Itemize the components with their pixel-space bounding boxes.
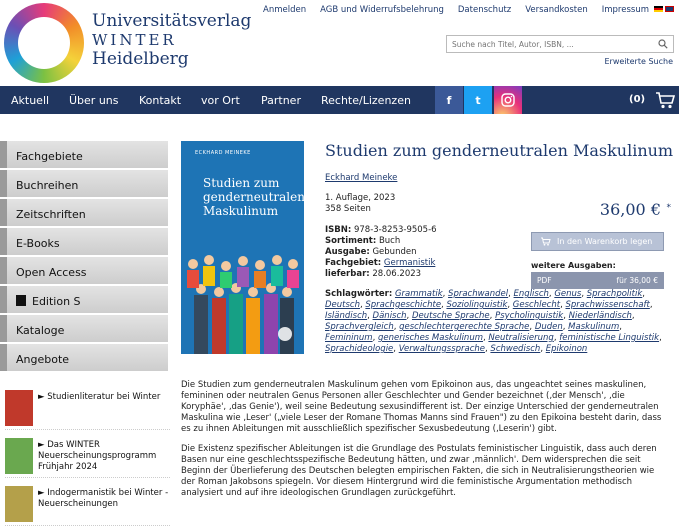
sidebar-item-buchreihen[interactable] — [0, 170, 168, 197]
keyword-link[interactable]: Deutsche Sprache — [411, 311, 490, 321]
add-to-cart-button[interactable] — [531, 232, 664, 251]
search-icon[interactable] — [658, 39, 668, 49]
instagram-icon[interactable] — [494, 86, 522, 114]
language-switch — [654, 6, 674, 12]
keyword-link[interactable]: Niederländisch — [568, 311, 632, 321]
sortiment-value: Buch — [378, 236, 401, 246]
keyword-link[interactable]: Sprachwandel — [448, 289, 509, 299]
terms-link[interactable]: AGB und Widerrufsbelehrung — [320, 5, 444, 15]
sidebar-item-label: Zeitschriften — [16, 208, 86, 221]
shipping-link[interactable]: Versandkosten — [525, 5, 588, 15]
promo-thumbnail[interactable] — [5, 486, 33, 522]
top-navigation — [263, 5, 649, 15]
keywords — [325, 289, 670, 355]
advanced-search-link[interactable]: Erweiterte Suche — [604, 57, 673, 66]
keyword-link[interactable]: Sprachwissenschaft — [565, 300, 650, 310]
nav-aktuell[interactable]: Aktuell — [11, 94, 50, 107]
keyword-link[interactable]: Sprachvergleich — [325, 322, 394, 332]
more-editions-label: weitere Ausgaben: — [531, 261, 616, 270]
keyword-link[interactable]: Maskulinum — [568, 322, 620, 332]
sidebar-item-label: Open Access — [16, 266, 87, 279]
logo-wordmark[interactable] — [92, 12, 251, 69]
fachgebiet-link[interactable]: Germanistik — [383, 258, 436, 268]
promo-indogermanistik[interactable] — [5, 482, 170, 526]
lieferbar-label: lieferbar: — [325, 269, 370, 279]
cart-count[interactable]: (0) — [629, 94, 646, 105]
pdf-edition-button[interactable] — [531, 272, 664, 289]
sortiment-label: Sortiment: — [325, 236, 377, 246]
price: 36,00 € — [599, 200, 661, 219]
keyword-link[interactable]: Epikoinon — [545, 344, 588, 354]
sidebar-item-ebooks[interactable] — [0, 228, 168, 255]
keyword-link[interactable]: Verwaltungssprache — [398, 344, 486, 354]
promo-studienliteratur[interactable] — [5, 386, 170, 430]
imprint-link[interactable]: Impressum — [601, 5, 649, 15]
keyword-link[interactable]: Dänisch — [372, 311, 407, 321]
keyword-link[interactable]: feministische Linguistik — [559, 333, 660, 343]
cover-title: Studien zum genderneutralen Maskulinum — [203, 176, 305, 218]
sidebar-item-label: Edition S — [32, 295, 81, 308]
edition-info — [325, 193, 395, 215]
sidebar-item-fachgebiete[interactable] — [0, 141, 168, 168]
site-header — [0, 0, 679, 86]
book-cover[interactable] — [181, 141, 304, 354]
nav-vor-ort[interactable]: vor Ort — [201, 94, 240, 107]
keyword-link[interactable]: Grammatik — [394, 289, 443, 299]
cover-author: ECKHARD MEINEKE — [195, 150, 251, 156]
sidebar-item-label: Buchreihen — [16, 179, 79, 192]
sidebar-item-kataloge[interactable] — [0, 315, 168, 342]
sidebar-item-label: Fachgebiete — [16, 150, 83, 163]
cover-illustration — [181, 234, 304, 354]
sidebar-item-open-access[interactable] — [0, 257, 168, 284]
search-input[interactable] — [447, 36, 647, 52]
sidebar-item-label: E-Books — [16, 237, 60, 250]
page-count: 358 Seiten — [325, 204, 371, 214]
promo-link-text[interactable]: ► Indogermanistik bei Winter - Neuerscheinungen — [38, 488, 169, 509]
brand-line1: Universitätsverlag — [92, 11, 252, 31]
promo-neuerscheinungen[interactable] — [5, 434, 170, 478]
author-link[interactable]: Eckhard Meineke — [325, 173, 398, 183]
sidebar-item-label: Kataloge — [16, 324, 65, 337]
keyword-link[interactable]: Deutsch — [325, 300, 360, 310]
book-title: Studien zum genderneutralen Maskulinum — [325, 141, 674, 160]
sidebar-item-edition-s[interactable] — [0, 286, 168, 313]
add-to-cart-label: In den Warenkorb legen — [557, 237, 653, 246]
shopping-cart-icon[interactable] — [655, 91, 675, 109]
promo-link-text[interactable]: ► Studienliteratur bei Winter — [38, 392, 161, 402]
ausgabe-label: Ausgabe: — [325, 247, 370, 257]
edition: 1. Auflage, 2023 — [325, 193, 396, 203]
keyword-link[interactable]: Isländisch — [325, 311, 368, 321]
book-description — [181, 380, 671, 508]
promo-thumbnail[interactable] — [5, 438, 33, 474]
privacy-link[interactable]: Datenschutz — [457, 5, 512, 15]
book-details — [325, 225, 437, 280]
lieferbar-value: 28.06.2023 — [372, 269, 422, 279]
shopping-cart-icon — [540, 237, 551, 246]
nav-kontakt[interactable]: Kontakt — [139, 94, 182, 107]
sidebar — [0, 141, 168, 373]
promo-thumbnail[interactable] — [5, 390, 33, 426]
keyword-link[interactable]: Soziolinguistik — [446, 300, 508, 310]
keyword-link[interactable]: geschlechtergerechte Sprache — [399, 322, 530, 332]
logo-emblem[interactable] — [4, 3, 84, 83]
isbn-label: ISBN: — [325, 225, 352, 235]
keyword-list: Grammatik, Sprachwandel, Englisch, Genus, Sprachpolitik, Deutsch, Sprachgeschichte, Soziolinguistik, Geschlecht, Sprachwissenschaft, Isländisch, Dänisch, Deutsche Sprache, Psycholinguistik, Niederländisch, Sprachvergleich, geschlechtergerechte Sprache, Duden, Maskulinum, Femininum, generisches Maskulinum, Neutralisierung, feministische Linguistik, Sprachideologie, Verwaltungssprache, Schwedisch, Epikoinon — [325, 289, 662, 354]
keyword-link[interactable]: Geschlecht — [512, 300, 561, 310]
sidebar-item-zeitschriften[interactable] — [0, 199, 168, 226]
keyword-link[interactable]: Sprachideologie — [325, 344, 394, 354]
nav-rechte-lizenzen[interactable]: Rechte/Lizenzen — [321, 94, 411, 107]
description-paragraph: Die Studien zum genderneutralen Maskulinum gehen vom Epikoinon aus, das ungeachtet seines maskulinen, femininen oder neutralen Genus Personen aller Geschlechter und Gender bezeichnet (‚der Mensch', ‚die Koryphäe', ‚das Genie'), weil seine Bedeutung sexusindifferent ist. Der einzige Unterschied der genderneutralen Maskulina wie ‚Leser' („viele Leser der Romane Thomas Manns sind Frauen") zu den Epikoina besteht darin, dass es zu ihnen Ableitungen mit ausschließlich spezifischer Sexusbedeutung (‚Leserin') gibt. — [181, 380, 662, 434]
nav-partner[interactable]: Partner — [261, 94, 301, 107]
keywords-label: Schlagwörter: — [325, 289, 393, 299]
main-navigation — [0, 86, 679, 114]
nav-ueber-uns[interactable]: Über uns — [69, 94, 119, 107]
brand-line3: Heidelberg — [92, 49, 189, 69]
promo-link-text[interactable]: ► Das WINTER Neuerscheinungsprogramm Frühjahr 2024 — [38, 440, 157, 472]
keyword-link[interactable]: Neutralisierung — [488, 333, 554, 343]
facebook-icon[interactable]: f — [435, 86, 463, 114]
keyword-link[interactable]: Englisch — [513, 289, 549, 299]
keyword-link[interactable]: Sprachpolitik — [586, 289, 643, 299]
german-flag-icon[interactable] — [654, 6, 663, 12]
english-flag-icon[interactable] — [665, 6, 674, 12]
fachgebiet-label: Fachgebiet: — [325, 258, 382, 268]
keyword-link[interactable]: Sprachgeschichte — [365, 300, 442, 310]
price-note: * — [666, 203, 671, 213]
ausgabe-value: Gebunden — [372, 247, 417, 257]
book-icon — [16, 295, 26, 306]
keyword-link[interactable]: Schwedisch — [490, 344, 541, 354]
sidebar-item-angebote[interactable] — [0, 344, 168, 371]
pdf-format: PDF — [537, 276, 552, 285]
sidebar-item-label: Angebote — [16, 353, 70, 366]
twitter-icon[interactable]: t — [464, 86, 492, 114]
isbn-value: 978-3-8253-9505-6 — [353, 225, 437, 235]
keyword-link[interactable]: generisches Maskulinum — [377, 333, 483, 343]
keyword-link[interactable]: Femininum — [325, 333, 373, 343]
login-link[interactable]: Anmelden — [263, 5, 307, 15]
search-box — [446, 35, 674, 53]
keyword-link[interactable]: Psycholinguistik — [495, 311, 564, 321]
promo-links — [5, 386, 170, 530]
brand-line2: WINTER — [92, 31, 177, 49]
pdf-price: für 36,00 € — [616, 276, 658, 285]
keyword-link[interactable]: Genus — [554, 289, 582, 299]
keyword-link[interactable]: Duden — [534, 322, 563, 332]
description-paragraph: Die Existenz spezifischer Ableitungen ist die Grundlage des Postulats feministischer Linguistik, dass auch deren Basen nur eine geschlechtsspezifische Bedeutung hätten, und zwar ‚männlich'. Dem widersprechen die seit Beginn der Überlieferung des Deutschen belegten empirischen Fakten, die sich in Neutralisierungstheorien wie der Roman Jakobsons spiegeln. Vor diesem Hintergrund wird die feministische Argumentation methodisch analysiert und auf ihre ideologischen Grundlagen zurückgeführt. — [181, 444, 657, 498]
